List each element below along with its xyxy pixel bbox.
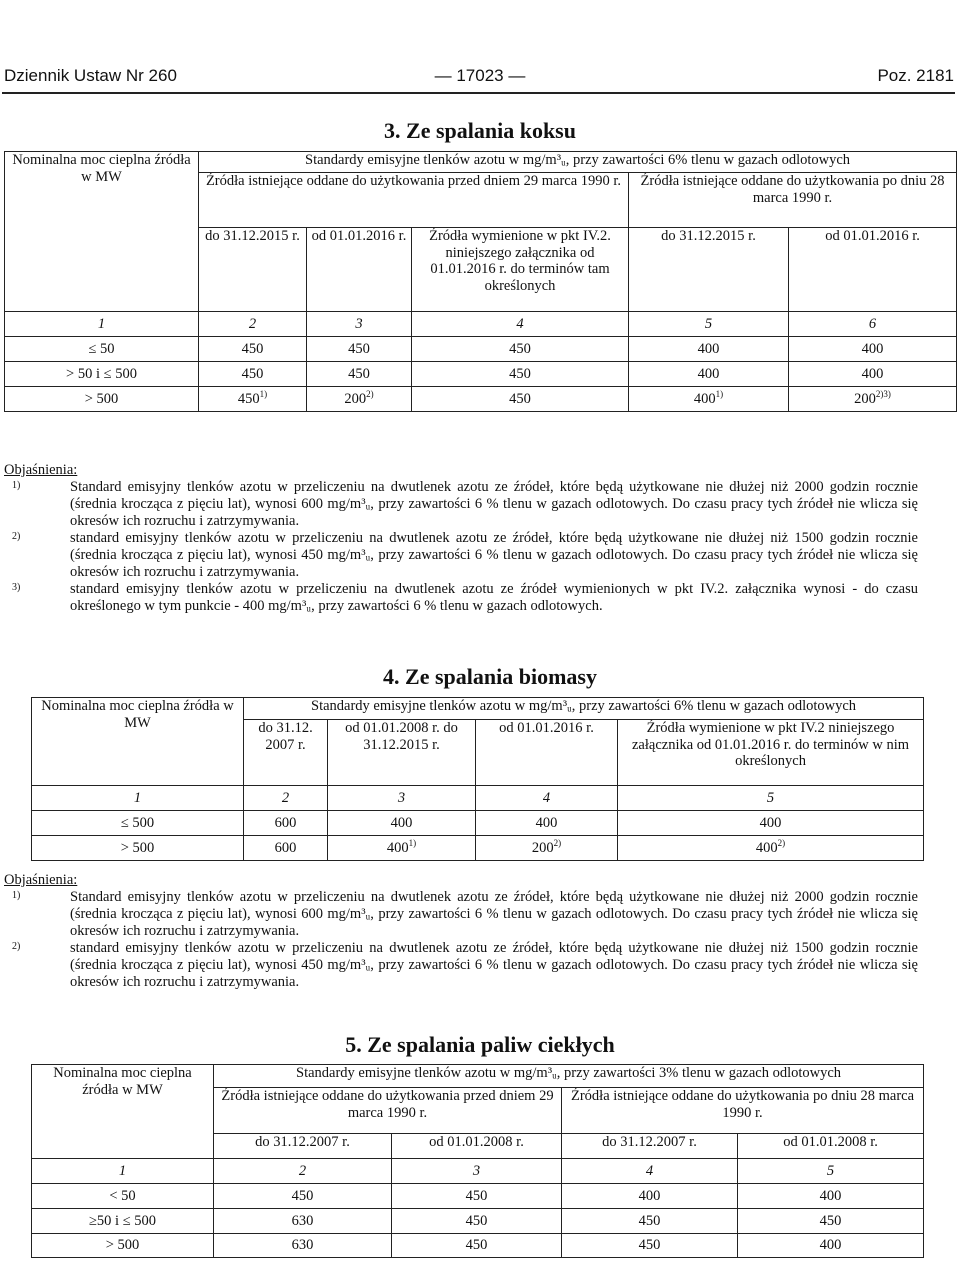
table-cell: 450 <box>214 1184 392 1209</box>
footnote-mark: 1) <box>259 388 268 399</box>
table-row <box>5 386 957 411</box>
table-cell <box>199 386 307 411</box>
section-4-notes <box>4 872 918 991</box>
table-cell: 450 <box>562 1234 738 1258</box>
column-number: 2 <box>199 311 307 336</box>
cell-value: 450 <box>237 390 260 407</box>
column-number: 1 <box>5 311 199 336</box>
emission-standard-header: Standardy emisyjne tlenków azotu w mg/m³ᵤ, przy zawartości 6% tlenu w gazach odlotowych <box>244 698 924 720</box>
table-cell <box>789 386 957 411</box>
power-column-header: Nominalna moc cieplna źródła w MW <box>32 698 244 786</box>
table-cell: ≤ 500 <box>32 811 244 836</box>
footnote <box>4 530 918 581</box>
cell-value: 400 <box>693 390 716 407</box>
position-number: Poz. 2181 <box>877 66 954 85</box>
table-cell: < 50 <box>32 1184 214 1209</box>
subheader-cell: od 01.01.2016 r. <box>476 720 618 786</box>
table-cell: 450 <box>412 336 629 361</box>
column-number: 4 <box>562 1159 738 1184</box>
footnote <box>4 940 918 991</box>
power-column-header: Nominalna moc cieplna źródła w MW <box>5 152 199 228</box>
journal-name: Dziennik Ustaw Nr 260 <box>4 66 177 85</box>
table-cell: 450 <box>307 361 412 386</box>
table-cell: 400 <box>562 1184 738 1209</box>
column-number: 3 <box>307 311 412 336</box>
table-cell: 450 <box>199 361 307 386</box>
subheader-cell: do 31.12.2015 r. <box>199 227 307 311</box>
table-cell: 400 <box>618 811 924 836</box>
table-cell <box>476 836 618 861</box>
emission-standard-header: Standardy emisyjne tlenków azotu w mg/m³ᵤ, przy zawartości 6% tlenu w gazach odlotowych <box>199 152 957 173</box>
column-number: 3 <box>392 1159 562 1184</box>
group-before-1990: Źródła istniejące oddane do użytkowania przed dniem 29 marca 1990 r. <box>214 1088 562 1134</box>
table-cell: 450 <box>412 361 629 386</box>
section-5-table <box>31 1064 924 1258</box>
header-rule <box>2 92 955 94</box>
footnote-text: standard emisyjny tlenków azotu w przeliczeniu na dwutlenek azotu ze źródeł, które będą użytkowane nie dłużej niż 1500 godzin rocznie (średnia krocząca z pięciu lat), wynosi 450 mg/m³ᵤ, przy zawartości 6 % tlenu w gazach odlotowych. Do czasu pracy tych źródeł nie wlicza się okresów ich rozruchu i zatrzymywania. <box>70 530 918 580</box>
column-number: 5 <box>618 786 924 811</box>
table-cell: 400 <box>328 811 476 836</box>
table-cell: > 50 i ≤ 500 <box>5 361 199 386</box>
subheader-cell: Źródła wymienione w pkt IV.2 niniejszego załącznika od 01.01.2016 r. do terminów w nim określonych <box>618 720 924 786</box>
column-number: 2 <box>214 1159 392 1184</box>
power-column-header: Nominalna moc cieplna źródła w MW <box>32 1065 214 1159</box>
column-number: 3 <box>328 786 476 811</box>
table-cell: 600 <box>244 811 328 836</box>
footnote <box>4 581 918 615</box>
table-cell <box>618 836 924 861</box>
cell-value: 400 <box>386 839 409 856</box>
table-cell <box>629 386 789 411</box>
table-cell: ≤ 50 <box>5 336 199 361</box>
table-row <box>32 1184 924 1209</box>
subheader-cell: od 01.01.2008 r. <box>392 1134 562 1159</box>
table-cell: 400 <box>629 361 789 386</box>
footnote-mark: 1) <box>408 837 417 848</box>
section-4-table <box>31 697 924 861</box>
table-cell: 450 <box>199 336 307 361</box>
table-cell: > 500 <box>5 386 199 411</box>
footnote <box>4 479 918 530</box>
footnote-mark: 1) <box>715 388 724 399</box>
table-cell <box>307 386 412 411</box>
table-cell: > 500 <box>32 836 244 861</box>
group-before-1990: Źródła istniejące oddane do użytkowania przed dniem 29 marca 1990 r. <box>199 173 629 207</box>
notes-heading: Objaśnienia: <box>4 462 78 478</box>
table-cell: 400 <box>738 1234 924 1258</box>
table-row <box>32 811 924 836</box>
table-cell: 630 <box>214 1209 392 1234</box>
table-cell: 400 <box>629 336 789 361</box>
subheader-cell: od 01.01.2008 r. do 31.12.2015 r. <box>328 720 476 786</box>
column-number: 1 <box>32 786 244 811</box>
subheader-cell: od 01.01.2016 r. <box>789 227 957 311</box>
column-number: 4 <box>476 786 618 811</box>
column-number: 6 <box>789 311 957 336</box>
column-number: 5 <box>738 1159 924 1184</box>
subheader-cell: Źródła wymienione w pkt IV.2. niniejszego załącznika od 01.01.2016 r. do terminów tam określonych <box>412 227 629 311</box>
footnote-mark: 2) <box>777 837 786 848</box>
cell-value: 200 <box>344 390 367 407</box>
table-cell <box>328 836 476 861</box>
table-cell: 400 <box>789 336 957 361</box>
subheader-cell: do 31.12.2015 r. <box>629 227 789 311</box>
cell-value: 200 <box>854 390 876 407</box>
column-number: 1 <box>32 1159 214 1184</box>
footnote-marker: 1) <box>12 480 21 491</box>
footnote-marker: 3) <box>12 582 21 593</box>
subheader-cell: do 31.12.2007 r. <box>214 1134 392 1159</box>
table-cell: 400 <box>476 811 618 836</box>
footnote-text: standard emisyjny tlenków azotu w przeliczeniu na dwutlenek azotu ze źródeł, które będą użytkowane nie dłużej niż 1500 godzin rocznie (średnia krocząca z pięciu lat), wynosi 450 mg/m³ᵤ, przy zawartości 6 % tlenu w gazach odlotowych. Do czasu pracy tych źródeł nie wlicza się okresów ich rozruchu i zatrzymywania. <box>70 940 918 990</box>
column-number: 5 <box>629 311 789 336</box>
group-after-1990: Źródła istniejące oddane do użytkowania po dniu 28 marca 1990 r. <box>629 173 957 207</box>
section-5-title: 5. Ze spalania paliw ciekłych <box>345 1032 615 1057</box>
table-cell: 600 <box>244 836 328 861</box>
section-4-title: 4. Ze spalania biomasy <box>383 664 597 689</box>
table-row <box>32 1234 924 1258</box>
table-cell: ≥50 i ≤ 500 <box>32 1209 214 1234</box>
page-number: — 17023 — <box>434 66 526 85</box>
table-cell: 400 <box>738 1184 924 1209</box>
footnote-marker: 2) <box>12 941 21 952</box>
table-row <box>32 836 924 861</box>
table-cell: 450 <box>562 1209 738 1234</box>
subheader-cell: do 31.12.2007 r. <box>562 1134 738 1159</box>
footnote <box>4 889 918 940</box>
section-3-title: 3. Ze spalania koksu <box>384 118 576 143</box>
section-3-notes <box>4 462 918 615</box>
notes-heading: Objaśnienia: <box>4 872 78 888</box>
footnote-mark: 2) <box>553 837 562 848</box>
table-cell: 450 <box>307 336 412 361</box>
table-cell: > 500 <box>32 1234 214 1258</box>
table-cell: 450 <box>738 1209 924 1234</box>
table-cell: 450 <box>392 1184 562 1209</box>
group-after-1990: Źródła istniejące oddane do użytkowania po dniu 28 marca 1990 r. <box>562 1088 924 1134</box>
table-cell: 630 <box>214 1234 392 1258</box>
section-3-table <box>4 151 957 412</box>
subheader-cell: od 01.01.2008 r. <box>738 1134 924 1159</box>
footnote-mark: 2)3) <box>875 388 891 399</box>
table-cell: 450 <box>412 386 629 411</box>
footnote-marker: 1) <box>12 890 21 901</box>
table-cell: 400 <box>789 361 957 386</box>
table-row <box>5 361 957 386</box>
cell-value: 400 <box>755 839 778 856</box>
column-number: 4 <box>412 311 629 336</box>
cell-value: 200 <box>531 839 554 856</box>
footnote-marker: 2) <box>12 531 21 542</box>
emission-standard-header: Standardy emisyjne tlenków azotu w mg/m³ᵤ, przy zawartości 3% tlenu w gazach odlotowych <box>214 1065 924 1088</box>
table-cell: 450 <box>392 1209 562 1234</box>
footnote-text: standard emisyjny tlenków azotu w przeliczeniu na dwutlenek azotu ze źródeł wymienionych w pkt IV.2. załącznika wynosi - do czasu określonego w tym punkcie - 400 mg/m³ᵤ, przy zawartości 6 % tlenu w gazach odlotowych. <box>70 581 918 614</box>
table-row <box>5 336 957 361</box>
table-cell: 450 <box>392 1234 562 1258</box>
footnote-text: Standard emisyjny tlenków azotu w przeliczeniu na dwutlenek azotu ze źródeł, które będą użytkowane nie dłużej niż 2000 godzin rocznie (średnia krocząca z pięciu lat), wynosi 600 mg/m³ᵤ, przy zawartości 6 % tlenu w gazach odlotowych. Do czasu pracy tych źródeł nie wlicza się okresów ich rozruchu i zatrzymywania. <box>70 479 918 529</box>
footnote-mark: 2) <box>366 388 374 399</box>
subheader-cell: od 01.01.2016 r. <box>307 227 412 311</box>
column-number: 2 <box>244 786 328 811</box>
subheader-cell: do 31.12. 2007 r. <box>244 720 328 786</box>
footnote-text: Standard emisyjny tlenków azotu w przeliczeniu na dwutlenek azotu ze źródeł, które będą użytkowane nie dłużej niż 2000 godzin rocznie (średnia krocząca z pięciu lat), wynosi 600 mg/m³ᵤ, przy zawartości 6 % tlenu w gazach odlotowych. Do czasu pracy tych źródeł nie wlicza się okresów ich rozruchu i zatrzymywania. <box>70 889 918 939</box>
table-row <box>32 1209 924 1234</box>
page-header <box>0 66 960 92</box>
